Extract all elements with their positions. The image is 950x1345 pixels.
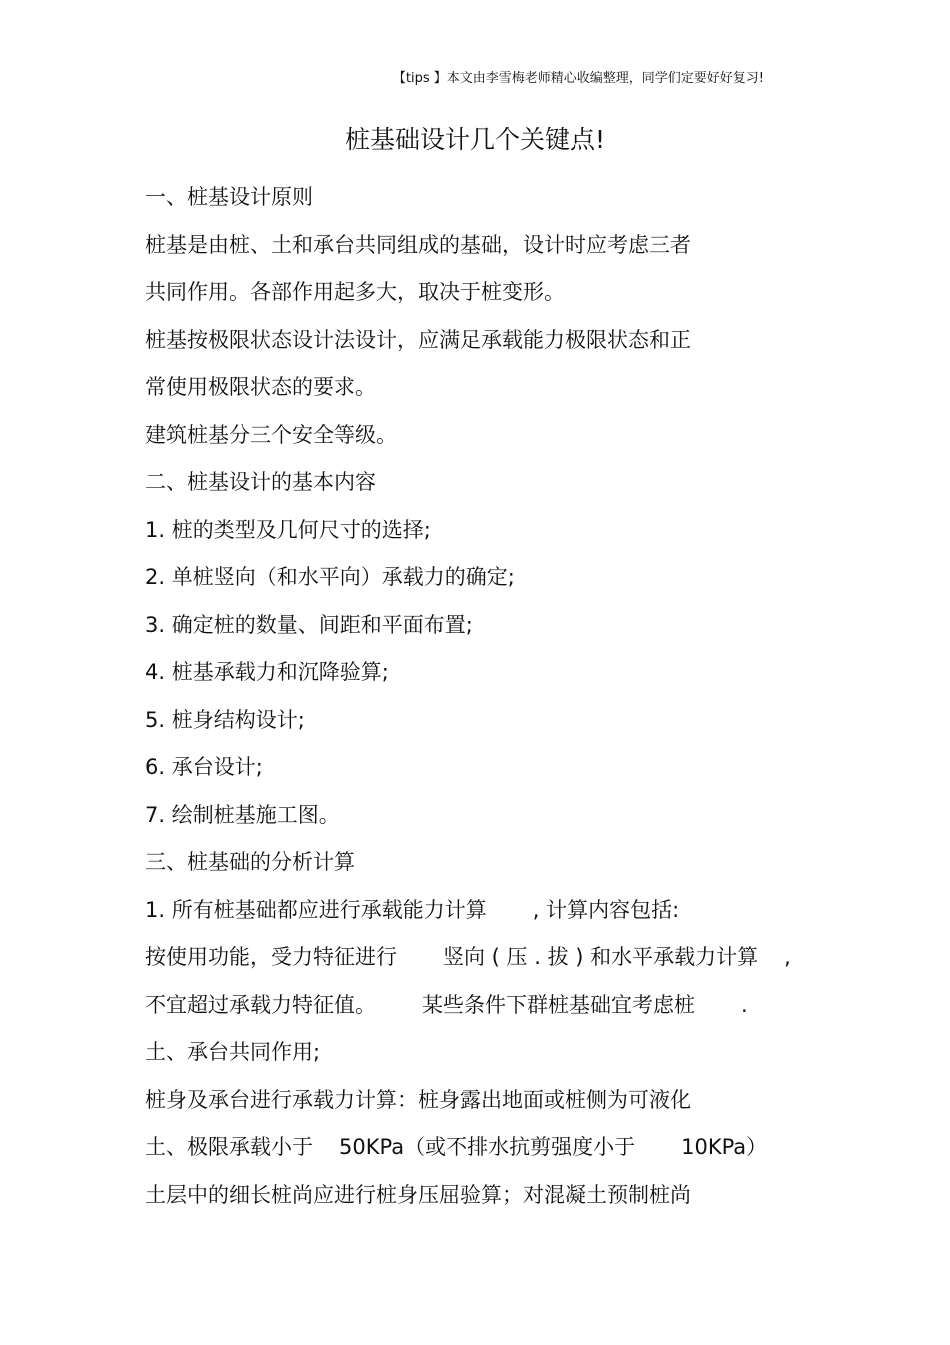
text-run: , 计算内容包括:	[532, 897, 680, 922]
text-run: 竖向 ( 压 . 拔 ) 和水平承载力计算	[443, 945, 759, 969]
paragraph-line	[145, 934, 845, 982]
text-run: 某些条件下群桩基础宜考虑桩	[422, 992, 695, 1017]
paragraph-line: 土层中的细长桩尚应进行桩身压屈验算；对混凝土预制桩尚	[145, 1182, 691, 1207]
text-run: 土、极限承载小于	[145, 1135, 313, 1159]
list-item: 2. 单桩竖向（和水平向）承载力的确定;	[145, 565, 515, 589]
section-heading-content: 二、桩基设计的基本内容	[145, 470, 376, 494]
text-run: 1. 所有桩基础都应进行承载能力计算	[145, 897, 487, 922]
list-item: 4. 桩基承载力和沉降验算;	[145, 660, 389, 684]
text-run: 50KPa（或不排水抗剪强度小于	[339, 1135, 636, 1159]
paragraph-line: 桩基按极限状态设计法设计，应满足承载能力极限状态和正	[145, 327, 691, 352]
text-run: .	[741, 992, 748, 1017]
paragraph-line: 桩身及承台进行承载力计算：桩身露出地面或桩侧为可液化	[145, 1087, 691, 1112]
list-item: 6. 承台设计;	[145, 755, 263, 779]
list-item: 5. 桩身结构设计;	[145, 707, 305, 732]
section-heading-principles: 一、桩基设计原则	[145, 185, 313, 209]
paragraph-line: 土、承台共同作用;	[145, 1040, 321, 1064]
paragraph-line: 桩基是由桩、土和承台共同组成的基础，设计时应考虑三者	[145, 232, 691, 257]
list-item: 7. 绘制桩基施工图。	[145, 802, 340, 827]
tips-header: 【tips 】本文由李雪梅老师精心收编整理，同学们定要好好复习!	[392, 71, 764, 86]
section-heading-analysis: 三、桩基础的分析计算	[145, 850, 355, 874]
text-run: ,	[784, 945, 791, 969]
paragraph-line	[145, 887, 845, 935]
list-item: 1. 桩的类型及几何尺寸的选择;	[145, 517, 431, 542]
text-run: 不宜超过承载力特征值。	[145, 992, 376, 1017]
document-body	[145, 174, 845, 1219]
paragraph-line	[145, 1124, 845, 1172]
paragraph-line: 建筑桩基分三个安全等级。	[145, 422, 397, 447]
paragraph-line: 常使用极限状态的要求。	[145, 375, 376, 399]
text-run: 10KPa）	[681, 1135, 768, 1159]
list-item: 3. 确定桩的数量、间距和平面布置;	[145, 612, 473, 637]
text-run: 按使用功能，受力特征进行	[145, 945, 397, 969]
paragraph-line: 共同作用。各部作用起多大，取决于桩变形。	[145, 280, 565, 304]
paragraph-line	[145, 982, 845, 1030]
page-title: 桩基础设计几个关键点!	[344, 125, 606, 154]
